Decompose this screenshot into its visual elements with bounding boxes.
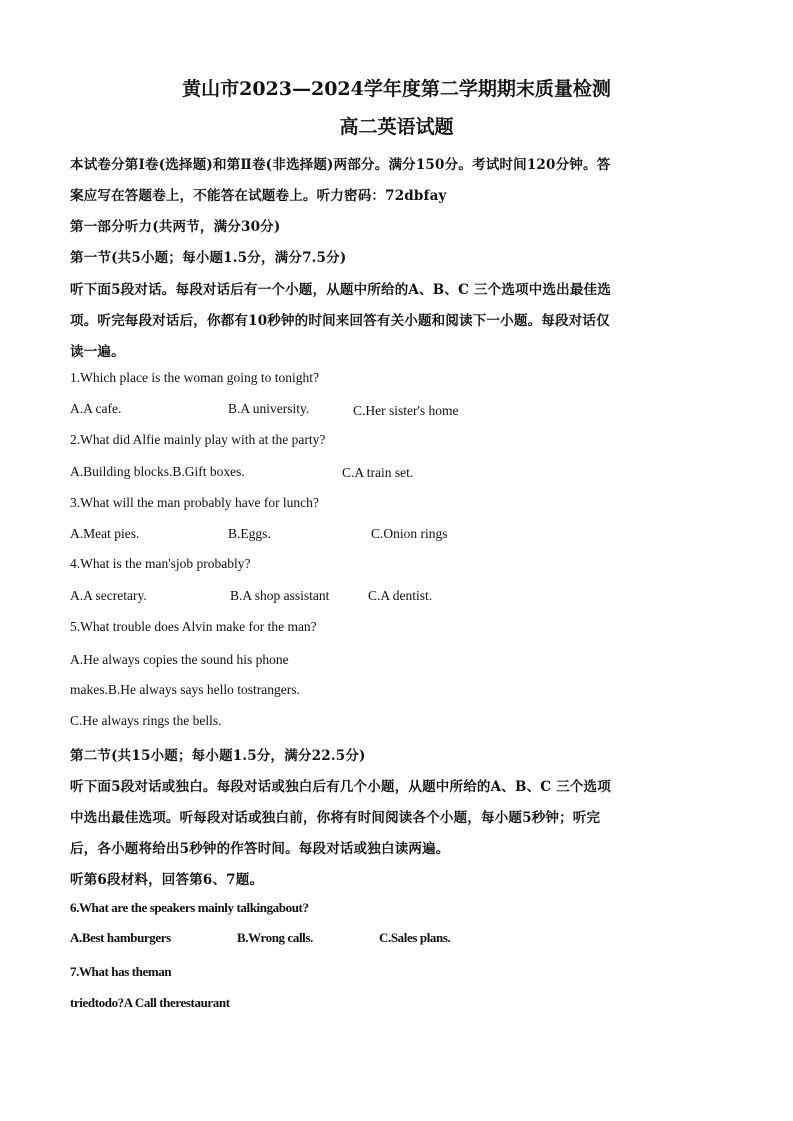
section2-instruction-1: 听下面5段对话或独白。每段对话或独白后有几个小题，从题中所给的A、B、C 三个选项 (70, 779, 611, 795)
question-1-option-a: A.A cafe. (70, 401, 122, 416)
question-1-option-c: C.Her sister's home (353, 403, 459, 418)
question-3-option-b: B.Eggs. (228, 526, 271, 541)
section1-heading: 第一节(共5小题；每小题1.5分，满分7.5分) (70, 250, 347, 266)
material-6-instruction: 听第6段材料，回答第6、7题。 (70, 872, 264, 888)
question-4-stem: 4.What is the man'sjob probably? (70, 556, 251, 571)
section1-instruction-1: 听下面5段对话。每段对话后有一个小题，从题中所给的A、B、C 三个选项中选出最佳选 (70, 282, 611, 298)
question-7-stem-line-1: 7.What has theman (70, 964, 172, 979)
question-6-option-b: B.Wrong calls. (237, 930, 313, 945)
section1-instruction-3: 读一遍。 (70, 344, 125, 360)
page-subtitle: 高二英语试题 (339, 116, 454, 138)
question-4-option-b: B.A shop assistant (230, 588, 330, 603)
question-6-option-c: C.Sales plans. (379, 930, 451, 945)
intro-line-2: 案应写在答题卷上，不能答在试题卷上。听力密码：72dbfay (70, 188, 447, 204)
question-5-option-c: C.He always rings the bells. (70, 713, 222, 728)
page-title: 黄山市2023—2024学年度第二学期期末质量检测 (182, 78, 611, 100)
question-5-option-a-line-2: makes.B.He always says hello tostrangers. (70, 682, 300, 697)
section2-instruction-2: 中选出最佳选项。听每段对话或独白前，你将有时间阅读各个小题，每小题5秒钟；听完 (70, 810, 601, 826)
part1-heading: 第一部分听力(共两节，满分30分) (70, 219, 281, 235)
question-3-option-c: C.Onion rings (371, 526, 448, 541)
question-5-stem: 5.What trouble does Alvin make for the man? (70, 619, 317, 634)
question-2-options-ab: A.Building blocks.B.Gift boxes. (70, 464, 245, 479)
section2-instruction-3: 后，各小题将给出5秒钟的作答时间。每段对话或独白读两遍。 (70, 841, 450, 857)
section1-instruction-2: 项。听完每段对话后，你都有10秒钟的时间来回答有关小题和阅读下一小题。每段对话仅 (70, 313, 610, 329)
question-6-option-a: A.Best hamburgers (70, 930, 171, 945)
question-1-stem: 1.Which place is the woman going to tonight? (70, 370, 319, 385)
question-3-stem: 3.What will the man probably have for lunch? (70, 495, 319, 510)
question-3-option-a: A.Meat pies. (70, 526, 140, 541)
question-2-option-c: C.A train set. (342, 465, 414, 480)
question-6-stem: 6.What are the speakers mainly talkingabout? (70, 900, 309, 915)
question-2-stem: 2.What did Alfie mainly play with at the party? (70, 432, 326, 447)
question-1-option-b: B.A university. (228, 401, 310, 416)
question-7-stem-line-2: triedtodo?A Call therestaurant (70, 995, 230, 1010)
intro-line-1: 本试卷分第I卷(选择题)和第Ⅱ卷(非选择题)两部分。满分150分。考试时间120分钟。答 (70, 157, 611, 173)
question-4-option-a: A.A secretary. (70, 588, 147, 603)
question-4-option-c: C.A dentist. (368, 588, 433, 603)
section2-heading: 第二节(共15小题；每小题1.5分，满分22.5分) (70, 748, 366, 764)
question-5-option-a-line-1: A.He always copies the sound his phone (70, 652, 289, 667)
